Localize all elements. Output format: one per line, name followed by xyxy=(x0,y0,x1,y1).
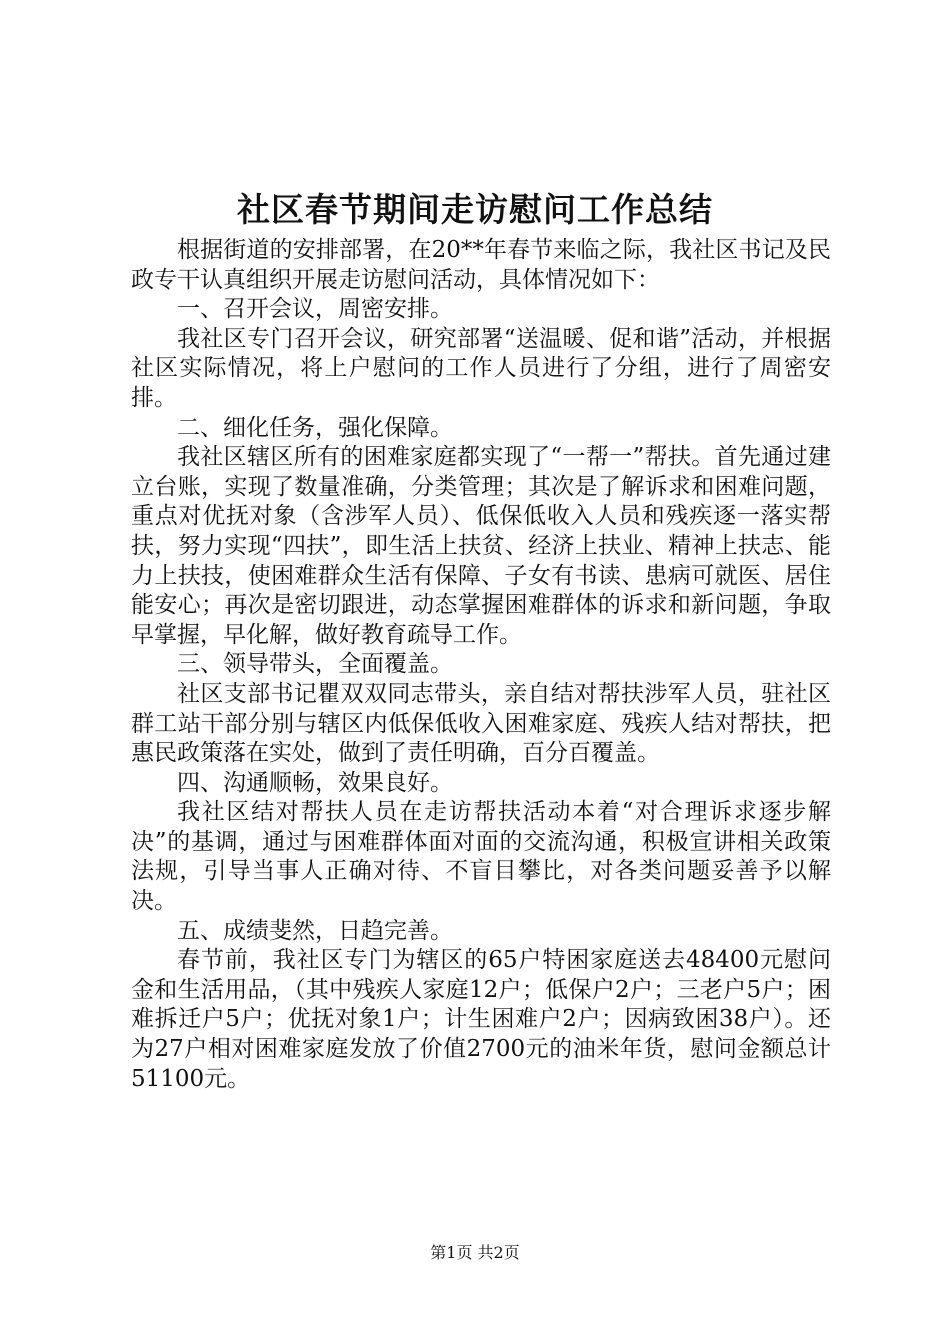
paragraph-section-3: 社区支部书记瞿双双同志带头，亲自结对帮扶涉军人员，驻社区群工站干部分别与辖区内低保低收入困难家庭、残疾人结对帮扶，把惠民政策落在实处，做到了责任明确，百分百覆盖。 xyxy=(131,680,831,767)
paragraph-intro: 根据街道的安排部署，在20**年春节来临之际，我社区书记及民政专干认真组织开展走访慰问活动，具体情况如下： xyxy=(131,237,831,293)
paragraph-section-5: 春节前，我社区专门为辖区的65户特困家庭送去48400元慰问金和生活用品，（其中残疾人家庭12户；低保户2户；三老户5户；困难拆迁户5户；优抚对象1户；计生困难户2户；因病致困38户）。还为27户相对困难家庭发放了价值2700元的油米年货，慰问金额总计51100元。 xyxy=(131,947,831,1092)
document-body xyxy=(131,236,831,1094)
section-heading-3: 三、领导带头，全面覆盖。 xyxy=(177,651,453,678)
paragraph-section-2: 我社区辖区所有的困难家庭都实现了“一帮一”帮扶。首先通过建立台账，实现了数量准确，分类管理；其次是了解诉求和困难问题，重点对优抚对象（含涉军人员）、低保低收入人员和残疾逐一落实帮扶，努力实现“四扶”，即生活上扶贫、经济上扶业、精神上扶志、能力上扶技，使困难群众生活有保障、子女有书读、患病可就医、居住能安心；再次是密切跟进，动态掌握困难群体的诉求和新问题，争取早掌握，早化解，做好教育疏导工作。 xyxy=(131,444,831,648)
section-heading-5: 五、成绩斐然，日趋完善。 xyxy=(177,917,453,944)
page-footer: 第1页 共2页 xyxy=(430,1243,520,1262)
paragraph-section-4: 我社区结对帮扶人员在走访帮扶活动本着“对合理诉求逐步解决”的基调，通过与困难群体面对面的交流沟通，积极宣讲相关政策法规，引导当事人正确对待、不盲目攀比，对各类问题妥善予以解决。 xyxy=(131,799,831,915)
paragraph-section-1: 我社区专门召开会议，研究部署“送温暖、促和谐”活动，并根据社区实际情况，将上户慰问的工作人员进行了分组，进行了周密安排。 xyxy=(131,325,831,411)
document-title: 社区春节期间走访慰问工作总结 xyxy=(237,190,713,229)
section-heading-1: 一、召开会议，周密安排。 xyxy=(177,296,453,323)
section-heading-4: 四、沟通顺畅，效果良好。 xyxy=(177,769,453,796)
section-heading-2: 二、细化任务，强化保障。 xyxy=(177,414,453,441)
